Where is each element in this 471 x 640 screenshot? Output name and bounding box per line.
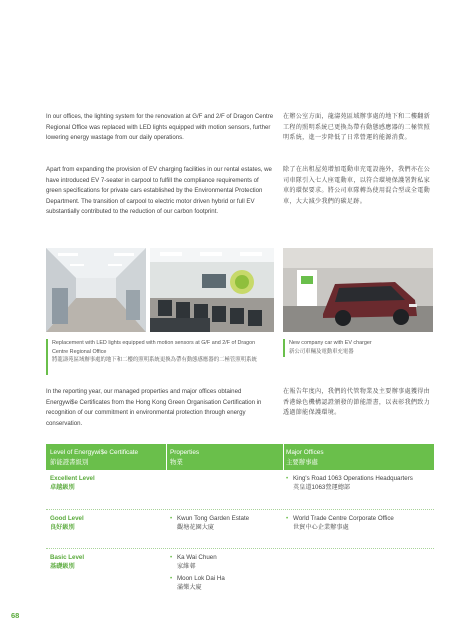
caption-ev-en: New company car with EV charger <box>289 340 372 346</box>
paragraph-lighting-zh: 在辦公室方面，龍濤苑區域辦事處的地下和二樓翻新工程的照明系統已更換為帶有動態感應器的二極管照明系統，進一步降低了日常營運的能源消費。 <box>283 113 431 142</box>
list-item <box>286 474 432 493</box>
paragraph-ev-zh: 除了在出租屋苑增加電動車充電設施外，我們亦在公司車隊引入七人座電動車，以符合環境保護署對私家車的環保要求。將公司車隊轉為使用混合型或全電動車，大大減少我們的碳足跡。 <box>283 166 431 205</box>
list-item <box>170 574 282 593</box>
paragraph-lighting-en: In our offices, the lighting system for the renovation at G/F and 2/F of Dragon Centre Regional Office was replaced with LED lights equipped with motion sensors, further lowering energy wastage from our daily operations. <box>46 113 274 142</box>
caption-led-en: Replacement with LED lights equipped with motion sensors at G/F and 2/F of Dragon Centre Regional Office <box>52 340 256 355</box>
level-label-zh: 基礎級別 <box>50 563 75 571</box>
header-divider <box>166 444 167 470</box>
header-offices <box>286 448 432 467</box>
table-row-good <box>46 510 434 549</box>
level-label-en: Basic Level <box>50 554 85 561</box>
property-name-en: Ka Wai Chuen <box>177 554 217 561</box>
level-label-zh: 良好級別 <box>50 524 75 532</box>
paragraph-certificate-zh: 在報告年度內，我們的代管物業及主要辦事處獲得由香港綠色機構認證頒發的節能證書，以表彰我們致力透過節能保護環境。 <box>283 388 431 417</box>
office-name-zh: 英皇道1063營運總部 <box>293 484 351 492</box>
header-divider <box>283 444 284 470</box>
property-name-en: Moon Lok Dai Ha <box>177 574 225 582</box>
header-properties <box>170 448 284 467</box>
office-name-en: King's Road 1063 Operations Headquarters <box>293 475 413 482</box>
level-label-en: Excellent Level <box>50 475 95 482</box>
offices-cell <box>286 474 432 495</box>
paragraph-certificate-en: In the reporting year, our managed properties and major offices obtained Energywi$e Certificates from the Hong Kong Green Organisation Certification in recognition of our commitment in environmental protection through energy conservation. <box>46 388 262 427</box>
list-item <box>170 514 282 533</box>
caption-ev-zh: 新公司車輛及電動車充電器 <box>289 348 354 355</box>
office-name-en: World Trade Centre Corporate Office <box>293 515 394 522</box>
energywise-certificate-table <box>46 444 434 601</box>
office-name-zh: 世貿中心企業辦事處 <box>293 524 349 532</box>
bullet-icon: • <box>286 515 289 522</box>
properties-cell <box>170 514 282 535</box>
table-row-basic <box>46 549 434 601</box>
paragraph-ev-en: Apart from expanding the provision of EV charging facilities in our rental estates, we have introduced EV 7-seater in carpool to fulfill the compliance requirements of green specifications for private cars established by the Environmental Protection Department. The transition of carpool to electric motor driven hybrid or full EV substantially contributed to the reduction of our carbon footprint. <box>46 166 272 216</box>
level-label-zh: 卓越級別 <box>50 484 75 492</box>
caption-led-zh: 將龍濤苑區域辦事處的地下和二樓的照明系統更換為帶有動態感應器的二極管照明系統 <box>52 357 257 364</box>
caption-led <box>52 339 272 365</box>
caption-ev <box>289 339 439 356</box>
list-item <box>170 553 282 572</box>
table-header <box>46 444 434 470</box>
level-label <box>50 553 84 572</box>
property-name-zh: 家維邨 <box>177 563 196 571</box>
header-level <box>50 448 166 467</box>
caption-accent-bar <box>283 339 285 357</box>
level-label <box>50 474 95 493</box>
photo-ev-car <box>283 248 433 332</box>
property-name-zh: 觀塘花園大廈 <box>177 524 215 532</box>
property-name-en: Kwun Tong Garden Estate <box>177 515 250 522</box>
bullet-icon: • <box>286 475 289 482</box>
header-level-zh: 節能證書級別 <box>50 458 89 466</box>
properties-cell <box>170 553 282 595</box>
photo-led-meeting-room <box>150 248 274 332</box>
bullet-icon: • <box>170 574 173 582</box>
list-item <box>286 514 432 533</box>
header-offices-en: Major Offices <box>286 449 324 456</box>
header-properties-en: Properties <box>170 449 200 456</box>
table-row-excellent <box>46 470 434 510</box>
level-label-en: Good Level <box>50 515 84 522</box>
offices-cell <box>286 514 432 535</box>
header-properties-zh: 物業 <box>170 458 183 466</box>
property-name-zh: 滿樂大廈 <box>177 584 202 592</box>
header-level-en: Level of Energywi$e Certificate <box>50 449 139 456</box>
header-offices-zh: 主要辦事處 <box>286 458 318 466</box>
bullet-icon: • <box>170 554 173 561</box>
level-label <box>50 514 84 533</box>
photo-led-corridor <box>46 248 146 332</box>
bullet-icon: • <box>170 515 173 522</box>
page-number: 68 <box>11 611 20 620</box>
caption-accent-bar <box>46 339 48 375</box>
